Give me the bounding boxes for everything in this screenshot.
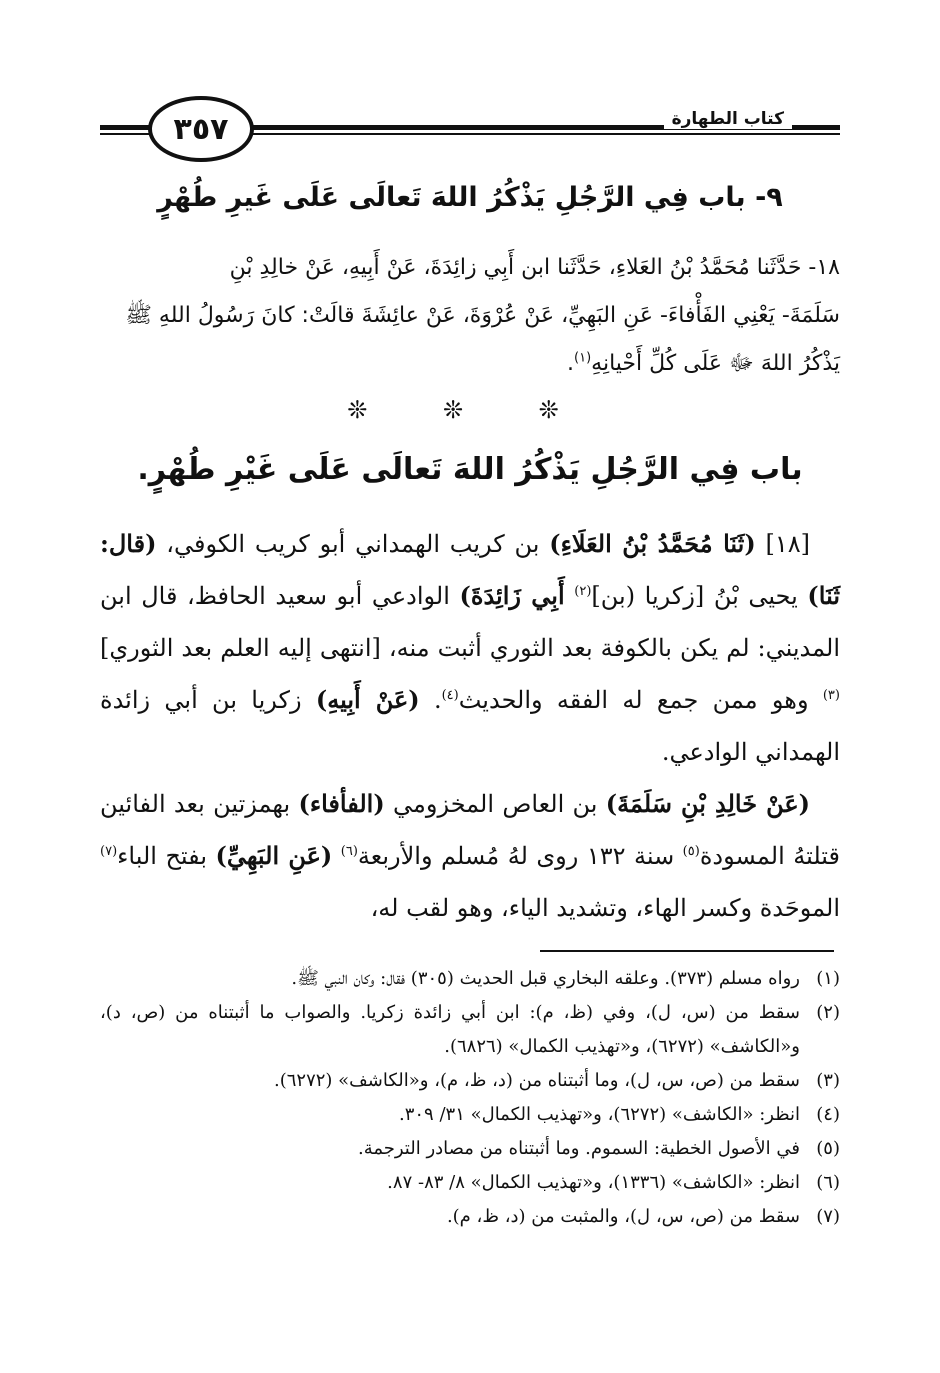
footnote	[100, 1166, 840, 1200]
footnote-ref[interactable]: (٤)	[441, 688, 459, 703]
footnote-ref[interactable]: (٣)	[822, 688, 840, 703]
footnote	[100, 996, 840, 1064]
commentary-space	[565, 582, 575, 610]
footnote-ref[interactable]: (٦)	[340, 844, 358, 859]
commentary-body	[100, 518, 840, 934]
footnote-number: (٧)	[816, 1206, 840, 1227]
commentary-paragraph	[100, 518, 840, 778]
footnote-number: (١)	[816, 968, 840, 989]
footnote-text: في الأصول الخطية: السموم. وما أثبتناه من مصادر الترجمة.	[357, 1138, 800, 1159]
footnote-number: (٤)	[816, 1104, 840, 1125]
footnote	[100, 1200, 840, 1234]
footnote-text: انظر: «الكاشف» (١٣٣٦)، و«تهذيب الكمال» ٨/ ٨٣- ٨٧.	[387, 1172, 800, 1193]
commentary-text: بفتح الباء	[117, 842, 216, 870]
footnotes	[100, 962, 840, 1234]
footnote-divider	[540, 950, 834, 952]
hadith-line	[100, 340, 840, 388]
footnote-number: (٣)	[816, 1070, 840, 1091]
footnote	[100, 962, 840, 996]
section-separator: ❊ ❊ ❊	[347, 396, 593, 424]
narrator-quote: (عَنْ خَالِدِ بْنِ سَلَمَةَ)	[605, 789, 811, 818]
header-rule-right-thin	[250, 133, 840, 135]
commentary-text: وهو ممن جمع له الفقه والحديث	[458, 686, 823, 714]
commentary-text: الوادعي أبو سعيد الحافظ، قال ابن المديني: لم يكن بالكوفة بعد الثوري أثبت منه، [انتهى إليه العلم بعد الثوري]	[100, 582, 840, 662]
footnote-ref[interactable]: (٥)	[682, 844, 700, 859]
commentary-text: .	[419, 686, 442, 714]
commentary-text: زكريا بن أبي زائدة الهمداني الوادعي.	[100, 686, 840, 766]
commentary-paragraph	[100, 778, 840, 934]
commentary-space	[332, 842, 340, 870]
footnote-text: رواه مسلم (٣٧٣). وعلقه البخاري قبل الحديث (٣٠٥) فقال: وكان النبي ﷺ.	[291, 968, 800, 989]
footnote-number: (٢)	[816, 1002, 840, 1023]
running-title: كتاب الطهارة	[664, 109, 792, 129]
narrator-quote: (الفأفاء)	[298, 789, 385, 818]
narrator-quote: أَبِي زَائِدَةَ)	[459, 581, 565, 610]
narrator-quote: (عَنِ البَهِيِّ)	[215, 841, 333, 870]
footnote-ref[interactable]: (٢)	[574, 584, 592, 599]
hadith-line: سَلَمَةَ- يَعْنِي الفَأْفاءَ- عَنِ البَهِيِّ، عَنْ عُرْوَةَ، عَنْ عائِشَةَ قالَتْ: كانَ رَسُولُ اللهِ ﷺ	[125, 303, 840, 328]
header-rule-left-thick	[100, 125, 150, 130]
header-rule-left-thin	[100, 133, 150, 135]
footnote-ref[interactable]: (٧)	[100, 844, 118, 859]
footnote-text: سقط من (س، ل)، وفي (ظ، م): ابن أبي زائدة زكريا. والصواب ما أثبتناه من (ص، د)، و«الكاشف» (٦٢٧٢)، و«تهذيب الكمال» (٦٨٢٦).	[100, 1002, 800, 1057]
hadith-text	[100, 244, 840, 388]
commentary-text: بن العاص المخزومي	[384, 790, 606, 818]
commentary-text: يحيى بْنُ [زكريا (بن]	[591, 582, 808, 610]
commentary-text: بن كريب الهمداني أبو كريب الكوفي،	[156, 530, 550, 558]
footnote-text: سقط من (ص، س، ل)، والمثبت من (د، ظ، م).	[446, 1206, 800, 1227]
chapter-heading: ٩- باب فِي الرَّجُلِ يَذْكُرُ اللهَ تَعالَى عَلَى غَيرِ طُهْرٍ	[157, 182, 783, 213]
hadith-line-text: يَذْكُرُ اللهَ ﷻ عَلَى كُلِّ أَحْيانِهِ	[591, 351, 840, 376]
footnote	[100, 1132, 840, 1166]
page-number: ٣٥٧	[148, 96, 254, 162]
running-header	[100, 94, 840, 164]
footnote-ref[interactable]: (١)	[574, 350, 592, 366]
commentary-text: الموحَدة وكسر الهاء، وتشديد الياء، وهو لقب له،	[370, 894, 840, 922]
narrator-quote: (ثَنَا مُحَمَّدُ بْنُ العَلَاءِ)	[549, 529, 756, 558]
footnote-number: (٦)	[816, 1172, 840, 1193]
commentary-text: سنة ١٣٢ روى لهُ مُسلم والأربعة	[357, 842, 683, 870]
narrator-quote: (قال: ثَنَا)	[100, 529, 841, 610]
footnote-text: انظر: «الكاشف» (٦٢٧٢)، و«تهذيب الكمال» ٣١/ ٣٠٩.	[398, 1104, 800, 1125]
footnote-number: (٥)	[816, 1138, 840, 1159]
footnote	[100, 1098, 840, 1132]
commentary-heading: باب فِي الرَّجُلِ يَذْكُرُ اللهَ تَعالَى عَلَى غَيْرِ طُهْرٍ.	[137, 452, 803, 487]
hadith-line: ١٨- حَدَّثَنا مُحَمَّدُ بْنُ العَلاءِ، حَدَّثَنا ابن أَبِي زائِدَةَ، عَنْ أَبِيهِ، عَنْ خالِدِ بْنِ	[229, 255, 840, 280]
narrator-quote: (عَنْ أَبِيهِ)	[315, 685, 420, 714]
footnote-text: سقط من (ص، س، ل)، وما أثبتناه من (د، ظ، م)، و«الكاشف» (٦٢٧٢).	[273, 1070, 800, 1091]
footnote	[100, 1064, 840, 1098]
hadith-line-end: .	[567, 351, 575, 376]
commentary-text: بهمزتين بعد الفائين قتلتهُ المسودة	[100, 790, 840, 870]
hadith-number: [١٨]	[755, 530, 810, 558]
